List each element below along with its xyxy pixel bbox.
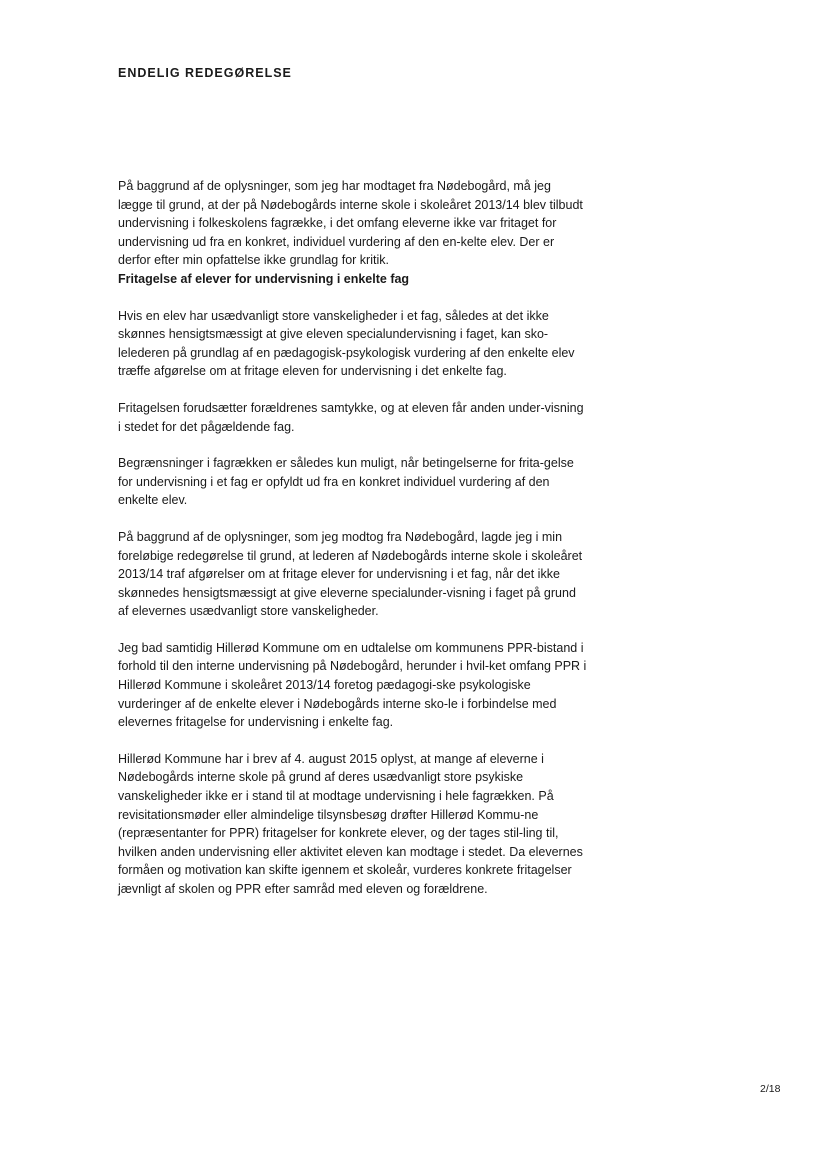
document-body bbox=[118, 177, 588, 899]
body-paragraph: Jeg bad samtidig Hillerød Kommune om en udtalelse om kommunens PPR-bistand i forhold til den interne undervisning på Nødebogård, herunder i hvil-ket omfang PPR i Hillerød Kommune i skoleåret 2013/14 foretog pædagogi-ske psykologiske vurderinger af de enkelte elever i Nødebogårds interne sko-le i forbindelse med elevernes fritagelse for undervisning i enkelte fag. bbox=[118, 640, 587, 730]
body-paragraph: Fritagelsen forudsætter forældrenes samtykke, og at eleven får anden under-visning i stedet for det pågældende fag. bbox=[118, 400, 584, 434]
section-heading: Fritagelse af elever for undervisning i enkelte fag bbox=[118, 271, 410, 286]
body-paragraph: Hillerød Kommune har i brev af 4. august 2015 oplyst, at mange af eleverne i Nødebogårds interne skole på grund af deres usædvanligt store psykiske vanskeligheder ikke er i stand til at modtage undervisning i hele fagrækken. På revisitationsmøder eller almindelige tilsynsbesøg drøfter Hillerød Kommu-ne (repræsentanter for PPR) fritagelser for konkrete elever, og der tages stil-ling til, hvilken anden undervisning eller aktivitet eleven kan modtage i stedet. Da elevernes formåen og motivation kan skifte igennem et skoleår, vurderes konkrete fritagelser jævnligt af skolen og PPR efter samråd med eleven og forældrene. bbox=[118, 751, 583, 896]
body-paragraph: Begrænsninger i fagrækken er således kun muligt, når betingelserne for frita-gelse for undervisning i et fag er opfyldt ud fra en konkret individuel vurdering af den enkelte elev. bbox=[118, 456, 574, 508]
page-number: 2/18 bbox=[760, 1083, 781, 1095]
page-title: ENDELIG REDEGØRELSE bbox=[118, 66, 292, 80]
body-paragraph: Hvis en elev har usædvanligt store vanskeligheder i et fag, således at det ikke skønnes hensigtsmæssigt at give eleven specialundervisning i faget, kan sko-lelederen på grundlag af en pædagogisk-psykologisk vurdering af den enkelte elev træffe afgørelse om at fritage eleven for undervisning i det enkelte fag. bbox=[118, 308, 575, 379]
intro-paragraph: På baggrund af de oplysninger, som jeg har modtaget fra Nødebogård, må jeg lægge til grund, at der på Nødebogårds interne skole i skoleåret 2013/14 blev tilbudt undervisning i folkeskolens fagrække, i det omfang eleverne ikke var fritaget for undervisning ud fra en konkret, individuel vurdering af den en-kelte elev. Der er derfor efter min opfattelse ikke grundlag for kritik. bbox=[118, 179, 583, 268]
body-paragraph: På baggrund af de oplysninger, som jeg modtog fra Nødebogård, lagde jeg i min foreløbige redegørelse til grund, at lederen af Nødebogårds interne skole i skoleåret 2013/14 traf afgørelser om at fritage elever for undervisning i et fag, når det ikke skønnedes hensigtsmæssigt at give eleverne specialunder-visning i faget på grund af elevernes usædvanligt store vanskeligheder. bbox=[118, 529, 583, 619]
